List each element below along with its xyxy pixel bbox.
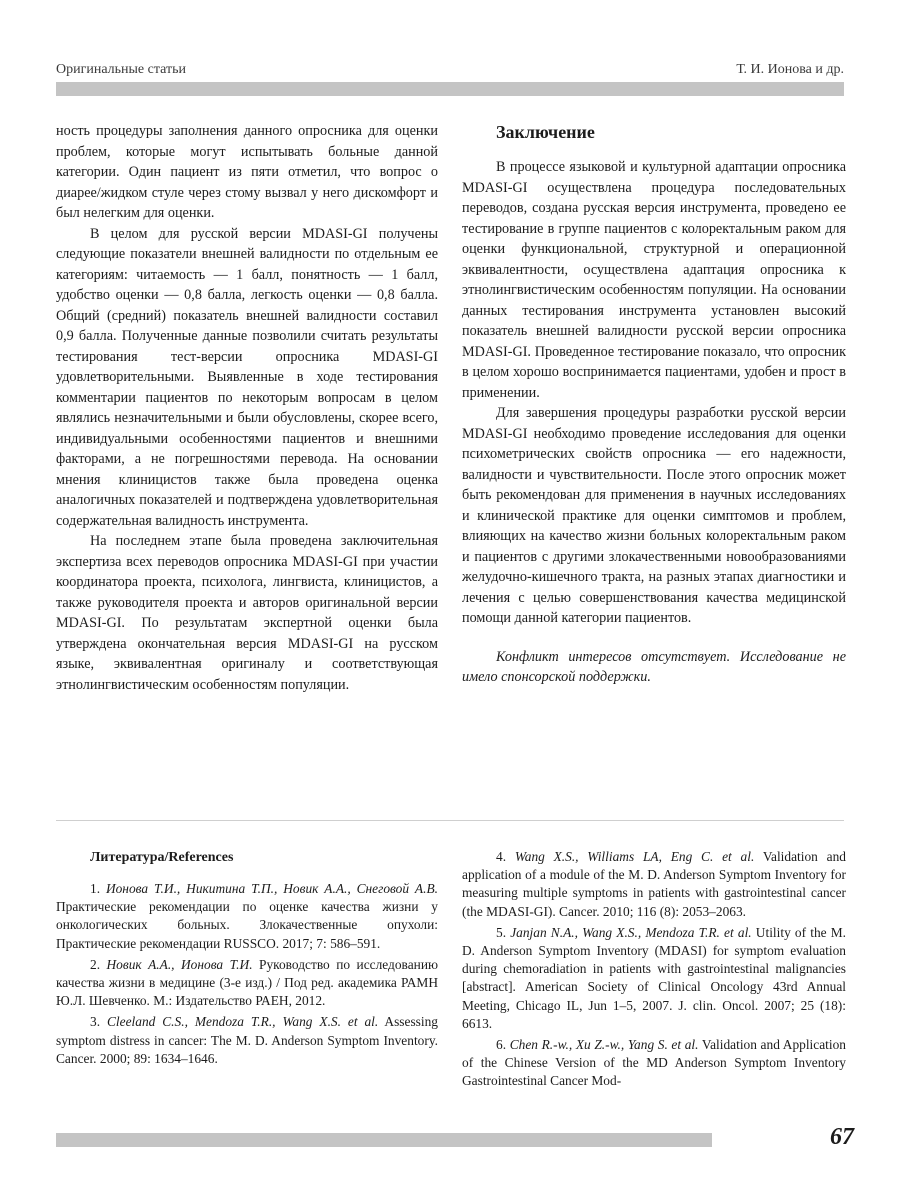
reference-item <box>462 848 846 921</box>
references-title: Литература/References <box>90 850 234 865</box>
body-paragraph: Для завершения процедуры разработки русской версии MDASI-GI необходимо проведение исследования для оценки психометрических свойств опросника — его надежности, валидности и чувствительности. После этого опросник может быть рекомендован для применения в научных исследованиях и клинической практике для оценки симптомов и проблем, влияющих на качество жизни больных колоректальным раком и пациентов с другими злокачественными новообразованиями желудочно-кишечного тракта, на разных этапах диагностики и лечения с целью совершенствования качества медицинской помощи данной категории пациентов. <box>462 405 846 626</box>
reference-item <box>56 956 438 1011</box>
running-header-authors: Т. И. Ионова и др. <box>736 62 844 77</box>
reference-item <box>462 1036 846 1091</box>
reference-authors: Chen R.-w., Xu Z.-w., Yang S. et al. <box>509 1037 699 1053</box>
section-divider <box>56 820 844 821</box>
body-paragraph: В целом для русской версии MDASI-GI получены следующие показатели внешней валидности по отдельным ее категориям: читаемость — 1 балл, понятность — 1 балл, удобство оценки — 0,8 балла, легкость оценки — 0,8 балла. Общий (средний) показатель внешней валидности составил 0,9 балла. Полученные данные позволили считать результаты тестирования тест-версии опросника MDASI-GI удовлетворительными. Выявленные в ходе тестирования комментарии пациентов по некоторым вопросам в целом являлись незначительными и были обусловлены, скорее всего, индивидуальными особенностями пациентов и внешними факторами, а не погрешностями перевода. На основании мнения клиницистов также была проведена оценка аналогичных показателей и подтверждена удовлетворительная содержательная валидность инструмента. <box>56 225 438 529</box>
references-left-column <box>56 848 438 1071</box>
reference-authors: Cleeland C.S., Mendoza T.R., Wang X.S. et al. <box>106 1014 379 1030</box>
body-paragraph: В процессе языковой и культурной адаптации опросника MDASI-GI осуществлена процедура последовательных переводов, создана русская версия инструмента, проведено ее тестирование в группе пациентов с колоректальным раком для оценки функциональной, структурной и операционной эквивалентности, осуществлена адаптация опросника к этнолингвистическим особенностям популяции. На основании данных тестирования инструмента установлен высокий показатель внешней валидности русской версии опросника MDASI-GI. Проведенное тестирование показало, что опросник в целом хорошо воспринимается пациентами, удобен и прост в применении. <box>462 159 846 401</box>
reference-number: 2. <box>90 956 101 972</box>
reference-number: 5. <box>496 924 507 940</box>
reference-text: Руководство по исследованию качества жизни в медицине (3-е изд.) / Под ред. академика РАМН Ю.Л. Шевченко. М.: Издательство РАЕН, 2012. <box>56 956 438 1009</box>
right-text-column <box>462 121 846 688</box>
reference-authors: Janjan N.A., Wang X.S., Mendoza T.R. et al. <box>510 924 752 940</box>
reference-text: Практические рекомендации по оценке качества жизни у онкологических больных. Злокачественные опухоли: Практические рекомендации RUSSCO. 2017; 7: 586–591. <box>56 899 438 951</box>
reference-text: Utility of the M. D. Anderson Symptom Inventory (MDASI) for symptom evaluation during chemoradiation in patients with gastrointestinal malignancies [abstract]. American Society of Clinical Oncology 43rd Annual Meeting, Chicago IL, Jun 1–5, 2007. J. clin. Oncol. 2007; 25 (18): 6613. <box>462 924 846 1031</box>
reference-number: 3. <box>90 1014 101 1030</box>
reference-authors: Wang X.S., Williams LA, Eng C. et al. <box>514 849 755 864</box>
reference-number: 1. <box>90 881 101 896</box>
reference-item <box>462 924 846 1033</box>
conflict-of-interest-statement: Конфликт интересов отсутствует. Исследование не имело спонсорской поддержки. <box>462 648 846 685</box>
left-text-column <box>56 121 438 695</box>
running-header-section: Оригинальные статьи <box>56 62 186 77</box>
reference-item <box>56 880 438 953</box>
body-paragraph: ность процедуры заполнения данного опросника для оценки проблем, которые могут испытывать больные данной категории. Один пациент из пяти отметил, что вопрос о диарее/жидком стуле через стому вызвал у него дискомфорт и был нелегким для оценки. <box>56 123 438 221</box>
reference-text: Validation and Application of the Chinese Version of the MD Anderson Symptom Inventory Gastrointestinal Cancer Mod- <box>462 1037 846 1089</box>
reference-number: 4. <box>496 849 507 864</box>
reference-text: Assessing symptom distress in cancer: The M. D. Anderson Symptom Inventory. Cancer. 2000; 89: 1634–1646. <box>56 1014 438 1066</box>
reference-item <box>56 1013 438 1068</box>
body-paragraph: На последнем этапе была проведена заключительная экспертиза всех переводов опросника MDASI-GI при участии координатора проекта, психолога, лингвиста, клиницистов, а также руководителя проекта и авторов оригинальной версии MDASI-GI. По результатам экспертной оценки была утверждена окончательная версия MDASI-GI на русском языке, эквивалентная оригиналу и соответствующая этнолингвистическим особенностям популяции. <box>56 533 438 693</box>
page-number: 67 <box>830 1124 854 1150</box>
section-title-conclusion: Заключение <box>496 122 595 142</box>
references-right-column <box>462 848 846 1094</box>
reference-number: 6. <box>496 1037 507 1053</box>
reference-authors: Ионова Т.И., Никитина Т.П., Новик А.А., Снеговой А.В. <box>105 881 438 896</box>
reference-text: Validation and application of a module of the M. D. Anderson Symptom Inventory for measuring multiple symptoms in patients with gastrointestinal cancer (the MDASI-GI). Cancer. 2010; 116 (8): 2053–2063. <box>462 849 846 919</box>
header-bar <box>56 82 844 96</box>
reference-authors: Новик А.А., Ионова Т.И. <box>106 956 253 972</box>
footer-bar <box>56 1133 712 1147</box>
